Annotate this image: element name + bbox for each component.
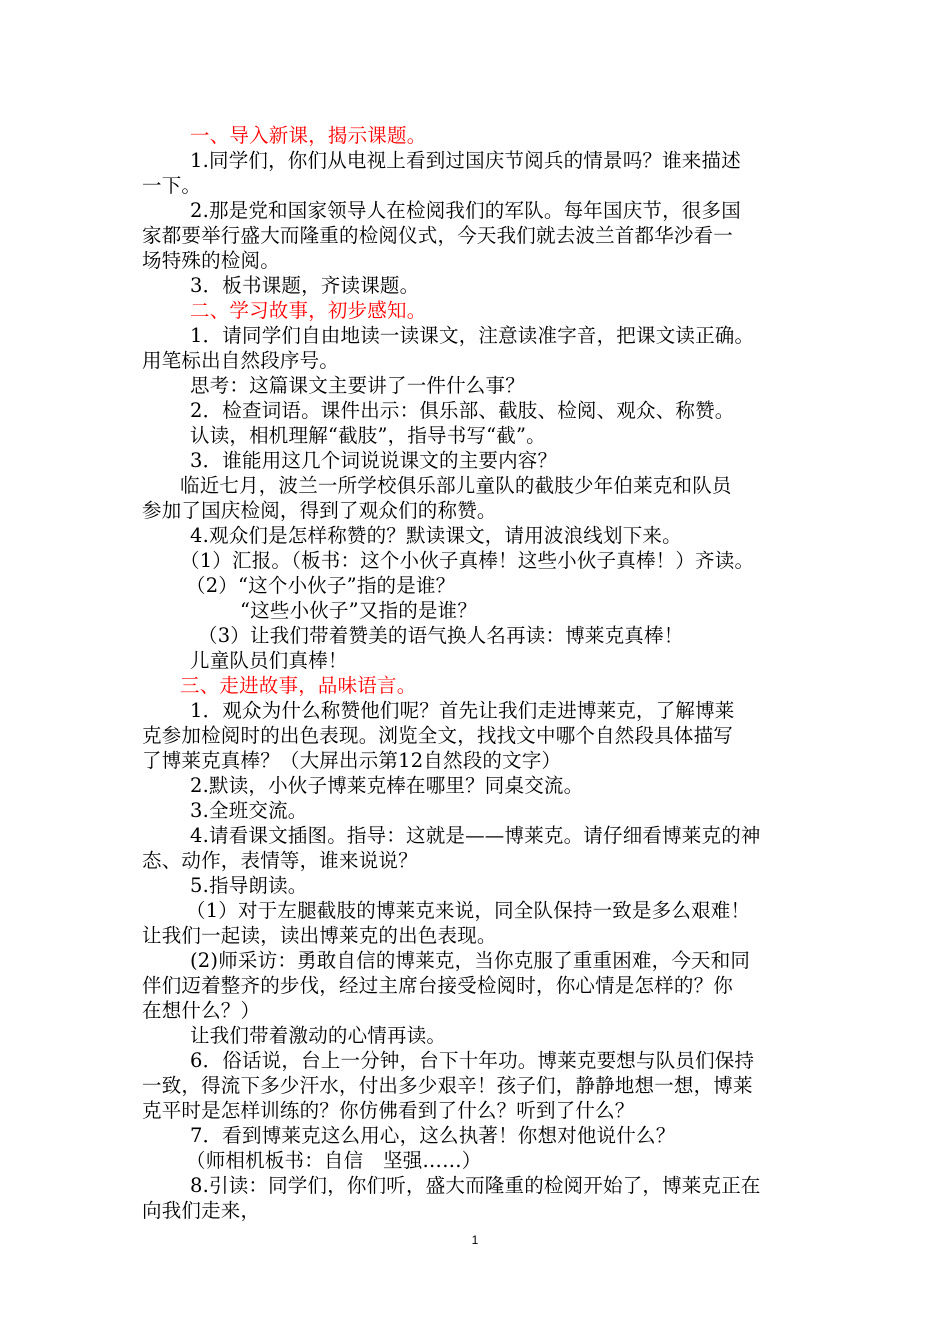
paragraph-line: 一下。 <box>142 174 202 197</box>
paragraph-line: 家都要举行盛大而隆重的检阅仪式，今天我们就去波兰首都华沙看一 <box>142 224 734 247</box>
page-number: 1 <box>471 1233 479 1247</box>
paragraph-line: （2）“这个小伙子”指的是谁？ <box>186 574 456 597</box>
paragraph-line: 让我们一起读，读出博莱克的出色表现。 <box>142 924 497 947</box>
paragraph-line: (2)师采访：勇敢自信的博莱克，当你克服了重重困难，今天和同 <box>190 949 751 972</box>
paragraph-line: 了博莱克真棒？（大屏出示第12自然段的文字） <box>142 749 562 772</box>
paragraph-line: （3）让我们带着赞美的语气换人名再读：博莱克真棒！ <box>198 624 684 647</box>
paragraph-line: 1．观众为什么称赞他们呢？首先让我们走进博莱克，了解博莱 <box>190 699 735 722</box>
paragraph-line: 认读，相机理解“截肢”，指导书写“截”。 <box>190 424 546 447</box>
paragraph-line: 克参加检阅时的出色表现。浏览全文，找找文中哪个自然段具体描写 <box>142 724 734 747</box>
section-heading-2: 二、学习故事，初步感知。 <box>190 299 427 322</box>
paragraph-line: 3．谁能用这几个词说说课文的主要内容？ <box>190 449 558 472</box>
paragraph-line: （1）汇报。（板书：这个小伙子真棒！这些小伙子真棒！）齐读。 <box>180 549 755 572</box>
paragraph-line: 6．俗话说，台上一分钟，台下十年功。博莱克要想与队员们保持 <box>190 1049 755 1072</box>
paragraph-line: 4.观众们是怎样称赞的？默读课文，请用波浪线划下来。 <box>190 524 682 547</box>
paragraph-line: 2．检查词语。课件出示：俱乐部、截肢、检阅、观众、称赞。 <box>190 399 735 422</box>
paragraph-line: “这些小伙子”又指的是谁？ <box>240 599 478 622</box>
paragraph-line: 7．看到博莱克这么用心，这么执著！你想对他说什么？ <box>190 1124 676 1147</box>
paragraph-line: 思考：这篇课文主要讲了一件什么事？ <box>190 374 525 397</box>
paragraph-line: 4.请看课文插图。指导：这就是——博莱克。请仔细看博莱克的神 <box>190 824 761 847</box>
paragraph-line: 在想什么？） <box>142 999 261 1022</box>
paragraph-line: 让我们带着激动的心情再读。 <box>190 1024 447 1047</box>
paragraph-line: 伴们迈着整齐的步伐，经过主席台接受检阅时，你心情是怎样的？你 <box>142 974 734 997</box>
paragraph-line: 克平时是怎样训练的？你仿佛看到了什么？听到了什么？ <box>142 1099 635 1122</box>
paragraph-line: 1.同学们，你们从电视上看到过国庆节阅兵的情景吗？谁来描述 <box>190 149 741 172</box>
paragraph-line: （1）对于左腿截肢的博莱克来说，同全队保持一致是多么艰难！ <box>186 899 751 922</box>
paragraph-line: 一致，得流下多少汗水，付出多少艰辛！孩子们，静静地想一想，博莱 <box>142 1074 753 1097</box>
paragraph-line: 3．板书课题，齐读课题。 <box>190 274 420 297</box>
paragraph-line: 态、动作，表情等，谁来说说？ <box>142 849 418 872</box>
paragraph-line: 1．请同学们自由地读一读课文，注意读准字音，把课文读正确。 <box>190 324 755 347</box>
section-heading-1: 一、导入新课，揭示课题。 <box>190 124 427 147</box>
paragraph-line: 8.引读：同学们，你们听，盛大而隆重的检阅开始了，博莱克正在 <box>190 1174 761 1197</box>
paragraph-line: 2.默读，小伙子博莱克棒在哪里？同桌交流。 <box>190 774 584 797</box>
paragraph-line: 儿童队员们真棒！ <box>190 649 348 672</box>
paragraph-line: 2.那是党和国家领导人在检阅我们的军队。每年国庆节，很多国 <box>190 199 741 222</box>
paragraph-line: 3.全班交流。 <box>190 799 308 822</box>
section-heading-3: 三、走进故事，品味语言。 <box>180 674 417 697</box>
paragraph-line: 场特殊的检阅。 <box>142 249 280 272</box>
paragraph-line: 参加了国庆检阅，得到了观众们的称赞。 <box>142 499 497 522</box>
paragraph-line: （师相机板书：自信 坚强……） <box>186 1149 482 1172</box>
paragraph-line: 用笔标出自然段序号。 <box>142 349 340 372</box>
paragraph-line: 向我们走来， <box>142 1199 261 1222</box>
paragraph-line: 临近七月，波兰一所学校俱乐部儿童队的截肢少年伯莱克和队员 <box>180 474 732 497</box>
paragraph-line: 5.指导朗读。 <box>190 874 308 897</box>
